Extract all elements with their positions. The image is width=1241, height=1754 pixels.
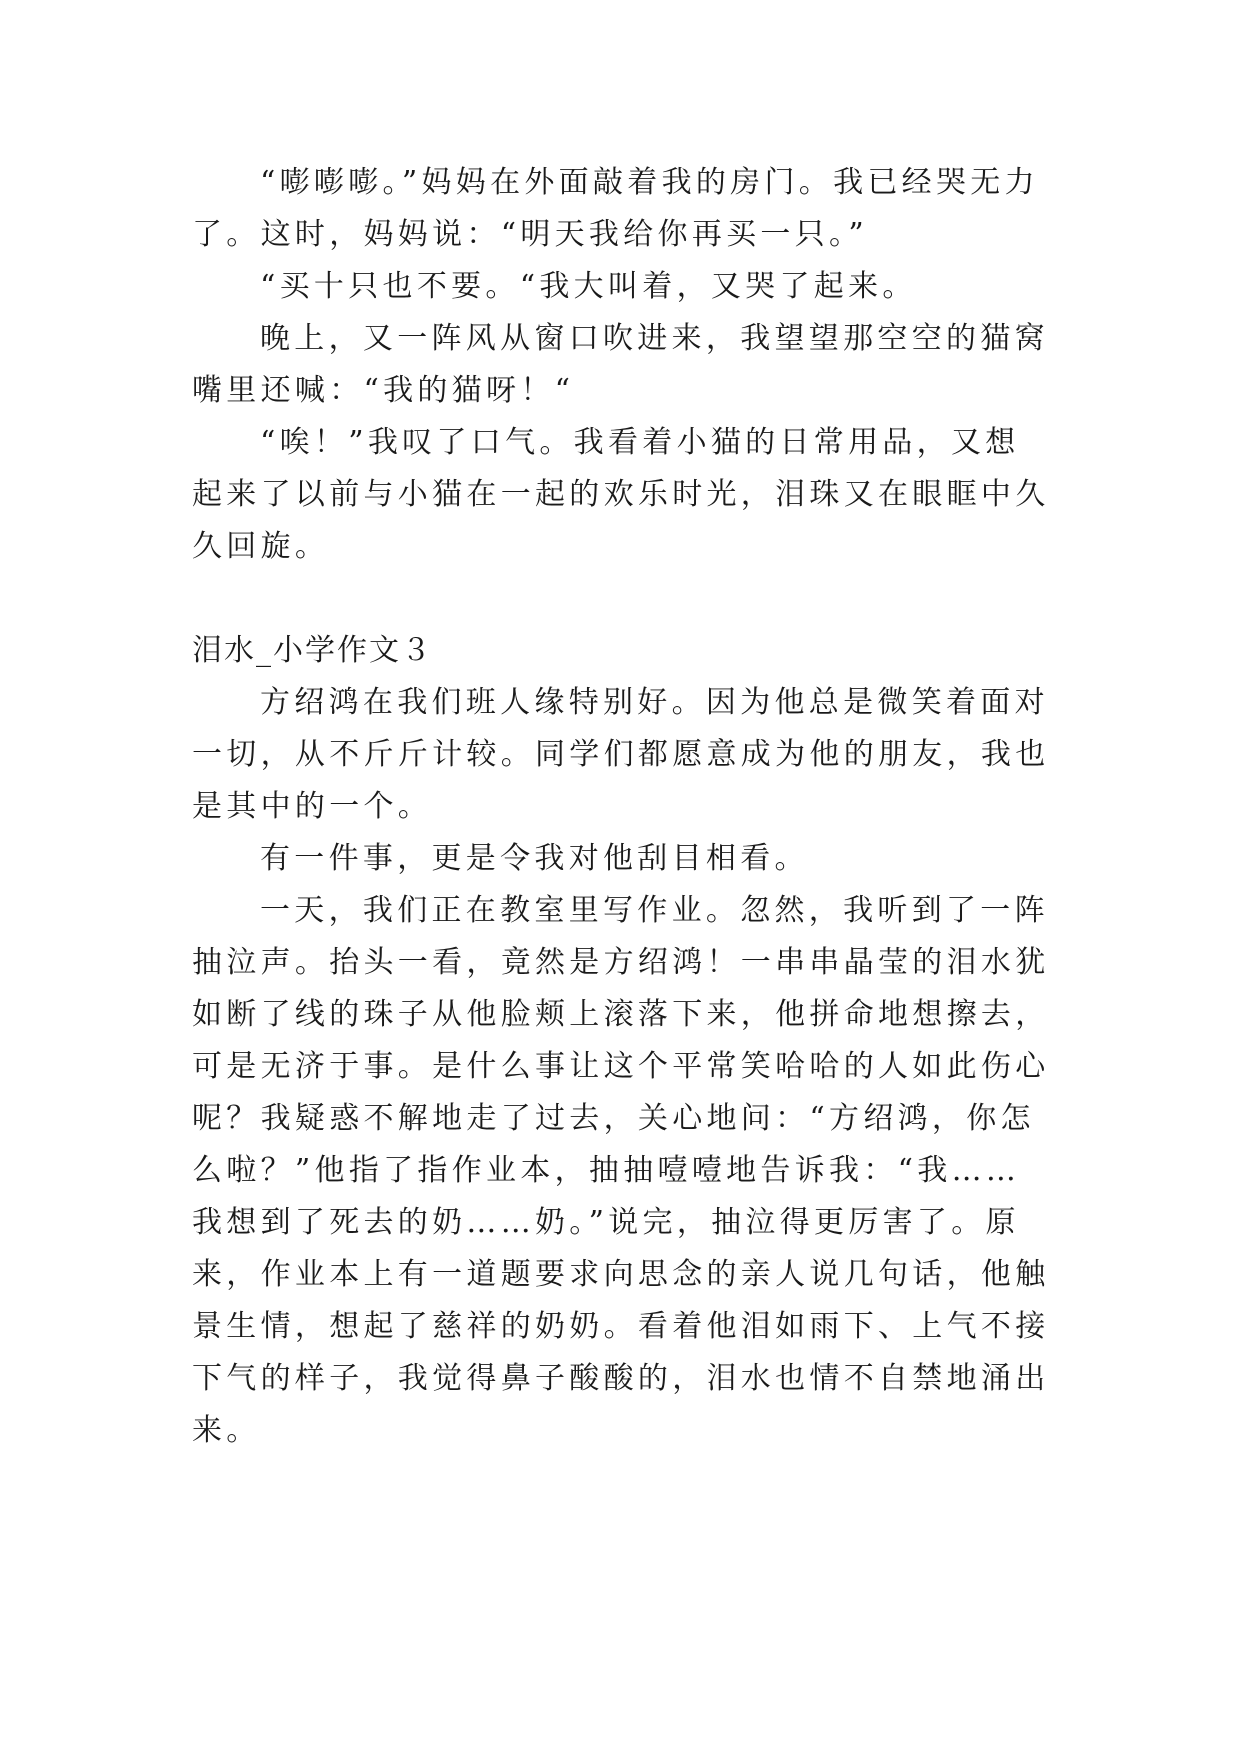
paragraph: 方绍鸿在我们班人缘特别好。因为他总是微笑着面对一切，从不斤斤计较。同学们都愿意成为他的朋友，我也是其中的一个。 <box>192 685 1050 824</box>
paragraph: “买十只也不要。“我大叫着，又哭了起来。 <box>260 269 917 304</box>
section-title: 泪水_小学作文３ <box>192 633 433 668</box>
paragraph: “唉！”我叹了口气。我看着小猫的日常用品，又想起来了以前与小猫在一起的欢乐时光，泪珠又在眼眶中久久回旋。 <box>192 425 1050 564</box>
paragraph: 一天，我们正在教室里写作业。忽然，我听到了一阵抽泣声。抬头一看，竟然是方绍鸿！一串串晶莹的泪水犹如断了线的珠子从他脸颊上滚落下来，他拼命地想擦去，可是无济于事。是什么事让这个平常笑哈哈的人如此伤心呢？我疑惑不解地走了过去，关心地问：“方绍鸿，你怎么啦？”他指了指作业本，抽抽噎噎地告诉我：“我……我想到了死去的奶……奶。”说完，抽泣得更厉害了。原来，作业本上有一道题要求向思念的亲人说几句话，他触景生情，想起了慈祥的奶奶。看着他泪如雨下、上气不接下气的样子，我觉得鼻子酸酸的，泪水也情不自禁地涌出来。 <box>192 893 1050 1448</box>
document-body <box>192 157 1052 1457</box>
paragraph: “嘭嘭嘭。”妈妈在外面敲着我的房门。我已经哭无力了。这时，妈妈说：“明天我给你再买一只。” <box>192 165 1039 252</box>
paragraph: 有一件事，更是令我对他刮目相看。 <box>260 841 809 876</box>
paragraph: 晚上，又一阵风从窗口吹进来，我望望那空空的猫窝嘴里还喊：“我的猫呀！“ <box>192 321 1049 408</box>
